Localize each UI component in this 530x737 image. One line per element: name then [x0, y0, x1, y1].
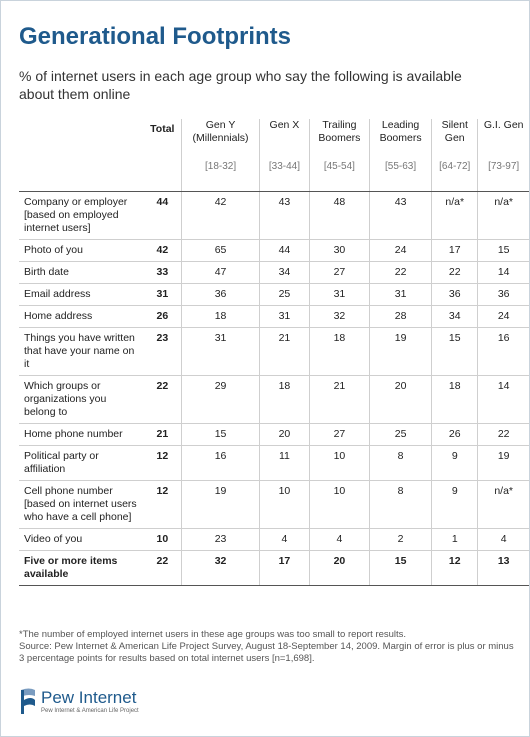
cell-value: 12 — [432, 551, 478, 586]
column-header: Gen X — [260, 119, 310, 161]
cell-value: 43 — [260, 192, 310, 240]
cell-value: 17 — [260, 551, 310, 586]
cell-value: 34 — [432, 306, 478, 328]
pew-logo-icon — [19, 686, 37, 718]
table-row — [19, 376, 529, 424]
row-label: Email address — [19, 284, 144, 306]
cell-value: 8 — [370, 481, 432, 529]
cell-value: 17 — [432, 240, 478, 262]
cell-value: 18 — [260, 376, 310, 424]
cell-value: 4 — [478, 529, 529, 551]
cell-value: 15 — [182, 424, 260, 446]
cell-value: 31 — [309, 284, 369, 306]
cell-value: 16 — [478, 328, 529, 376]
cell-value: 11 — [260, 446, 310, 481]
column-range: [45-54] — [309, 161, 369, 192]
table-row — [19, 424, 529, 446]
source-note: Source: Pew Internet & American Life Project Survey, August 18-September 14, 2009. Margin of error is plus or minus 3 percentage points for results based on total internet users [n=1,698]. — [19, 641, 514, 664]
logo-name: Pew Internet — [41, 688, 137, 707]
cell-value: 14 — [478, 262, 529, 284]
cell-value: 25 — [370, 424, 432, 446]
cell-value: 2 — [370, 529, 432, 551]
table-row — [19, 328, 529, 376]
cell-value: 27 — [309, 262, 369, 284]
row-label: Home address — [19, 306, 144, 328]
row-label: Home phone number — [19, 424, 144, 446]
row-label: Video of you — [19, 529, 144, 551]
column-range: [33-44] — [260, 161, 310, 192]
cell-value: 48 — [309, 192, 369, 240]
cell-value: n/a* — [432, 192, 478, 240]
cell-value: 65 — [182, 240, 260, 262]
total-value: 33 — [144, 262, 182, 284]
column-range: [64-72] — [432, 161, 478, 192]
cell-value: 26 — [432, 424, 478, 446]
cell-value: 24 — [478, 306, 529, 328]
column-range — [144, 161, 182, 192]
table-row — [19, 240, 529, 262]
cell-value: 15 — [370, 551, 432, 586]
cell-value: 10 — [309, 446, 369, 481]
cell-value: 23 — [182, 529, 260, 551]
row-label: Company or employer [based on employed internet users] — [19, 192, 144, 240]
cell-value: 21 — [309, 376, 369, 424]
row-label-header — [19, 119, 144, 161]
column-header: Silent Gen — [432, 119, 478, 161]
total-value: 12 — [144, 481, 182, 529]
total-value: 23 — [144, 328, 182, 376]
cell-value: 19 — [370, 328, 432, 376]
total-value: 12 — [144, 446, 182, 481]
cell-value: 10 — [309, 481, 369, 529]
chart-subtitle: % of internet users in each age group who say the following is available about them online — [19, 68, 462, 102]
cell-value: 36 — [478, 284, 529, 306]
cell-value: 43 — [370, 192, 432, 240]
row-label: Things you have written that have your name on it — [19, 328, 144, 376]
pew-logo — [19, 686, 219, 720]
cell-value: 24 — [370, 240, 432, 262]
table-row — [19, 306, 529, 328]
cell-value: 21 — [260, 328, 310, 376]
cell-value: 31 — [182, 328, 260, 376]
column-range: [73-97] — [478, 161, 529, 192]
column-range: [55-63] — [370, 161, 432, 192]
row-label: Photo of you — [19, 240, 144, 262]
total-value: 31 — [144, 284, 182, 306]
table-row — [19, 284, 529, 306]
cell-value: 28 — [370, 306, 432, 328]
table-body — [19, 192, 529, 586]
column-header: Total — [150, 123, 175, 135]
chart-title: Generational Footprints — [19, 23, 292, 50]
cell-value: 27 — [309, 424, 369, 446]
cell-value: 32 — [182, 551, 260, 586]
cell-value: 10 — [260, 481, 310, 529]
total-value: 26 — [144, 306, 182, 328]
range-row — [19, 161, 529, 192]
cell-value: 29 — [182, 376, 260, 424]
cell-value: 44 — [260, 240, 310, 262]
row-label: Five or more items available — [19, 551, 144, 586]
total-value: 42 — [144, 240, 182, 262]
cell-value: 4 — [309, 529, 369, 551]
cell-value: 18 — [432, 376, 478, 424]
cell-value: 31 — [260, 306, 310, 328]
total-value: 21 — [144, 424, 182, 446]
range-spacer — [19, 161, 144, 192]
cell-value: 34 — [260, 262, 310, 284]
footnote-block — [19, 629, 519, 665]
cell-value: 15 — [478, 240, 529, 262]
footnote: *The number of employed internet users in these age groups was too small to report results. — [19, 629, 407, 640]
total-value: 22 — [144, 376, 182, 424]
table-row — [19, 192, 529, 240]
total-value: 22 — [144, 551, 182, 586]
cell-value: 42 — [182, 192, 260, 240]
cell-value: 20 — [309, 551, 369, 586]
cell-value: 22 — [370, 262, 432, 284]
cell-value: 47 — [182, 262, 260, 284]
cell-value: 25 — [260, 284, 310, 306]
cell-value: 32 — [309, 306, 369, 328]
row-label: Which groups or organizations you belong to — [19, 376, 144, 424]
cell-value: n/a* — [478, 192, 529, 240]
row-label: Birth date — [19, 262, 144, 284]
cell-value: 19 — [478, 446, 529, 481]
column-range: [18-32] — [182, 161, 260, 192]
cell-value: 9 — [432, 481, 478, 529]
data-table — [19, 119, 529, 586]
cell-value: 36 — [182, 284, 260, 306]
cell-value: 20 — [370, 376, 432, 424]
cell-value: 14 — [478, 376, 529, 424]
cell-value: 20 — [260, 424, 310, 446]
table-row — [19, 446, 529, 481]
column-header: Trailing Boomers — [309, 119, 369, 161]
cell-value: 13 — [478, 551, 529, 586]
cell-value: 31 — [370, 284, 432, 306]
total-value: 44 — [144, 192, 182, 240]
table-row — [19, 551, 529, 586]
cell-value: 30 — [309, 240, 369, 262]
row-label: Political party or affiliation — [19, 446, 144, 481]
table-row — [19, 481, 529, 529]
cell-value: n/a* — [478, 481, 529, 529]
table-row — [19, 262, 529, 284]
cell-value: 4 — [260, 529, 310, 551]
cell-value: 16 — [182, 446, 260, 481]
cell-value: 9 — [432, 446, 478, 481]
cell-value: 19 — [182, 481, 260, 529]
column-header: G.I. Gen — [478, 119, 529, 161]
cell-value: 15 — [432, 328, 478, 376]
row-label: Cell phone number [based on internet users who have a cell phone] — [19, 481, 144, 529]
total-value: 10 — [144, 529, 182, 551]
column-header: Leading Boomers — [370, 119, 432, 161]
cell-value: 18 — [309, 328, 369, 376]
cell-value: 36 — [432, 284, 478, 306]
table-row — [19, 529, 529, 551]
logo-subtitle: Pew Internet & American Life Project — [41, 708, 139, 714]
cell-value: 18 — [182, 306, 260, 328]
cell-value: 8 — [370, 446, 432, 481]
cell-value: 1 — [432, 529, 478, 551]
header-row — [19, 119, 529, 161]
cell-value: 22 — [432, 262, 478, 284]
cell-value: 22 — [478, 424, 529, 446]
column-header: Gen Y (Millennials) — [182, 119, 260, 161]
